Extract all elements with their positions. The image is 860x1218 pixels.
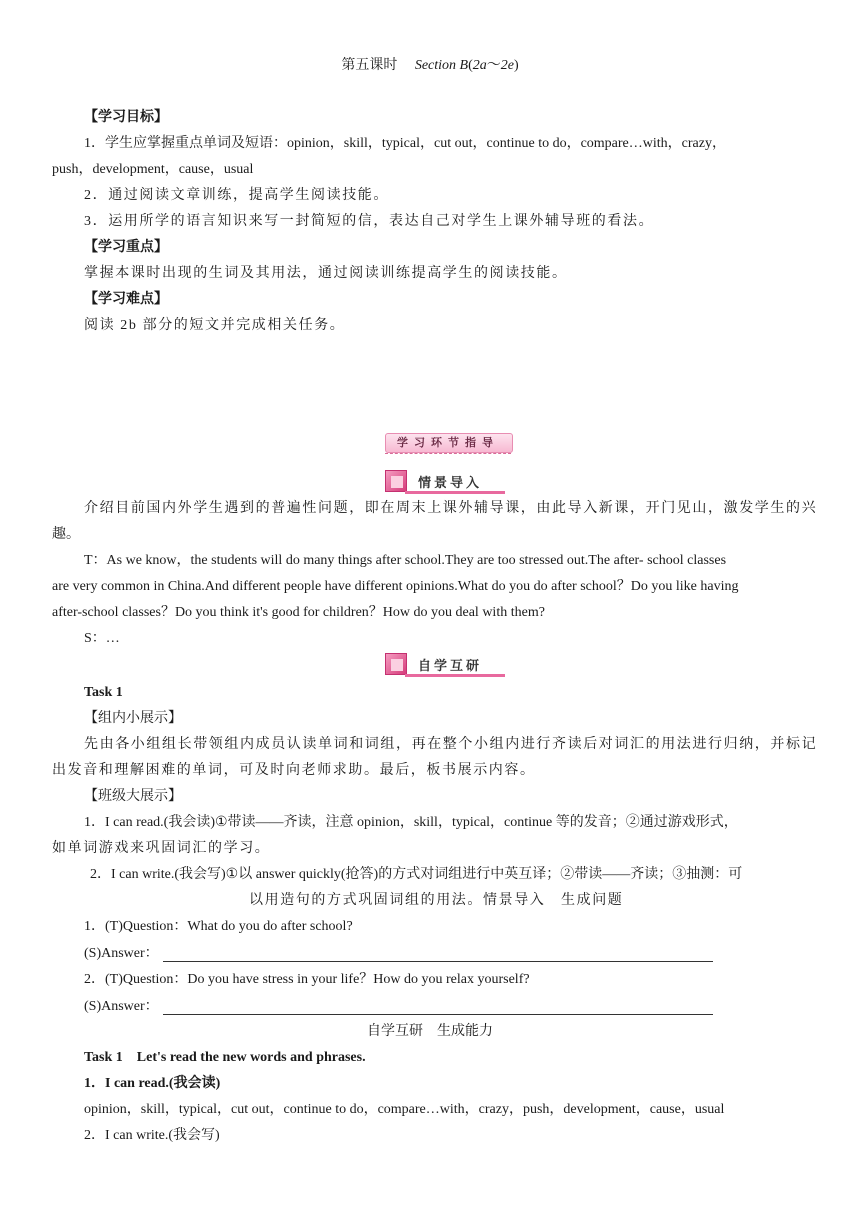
banner-dotted-rule — [385, 453, 511, 454]
title-tilde: ～ — [486, 58, 501, 73]
objective-3: 3．运用所学的语言知识来写一封简短的信，表达自己对学生上课外辅导班的看法。 — [84, 214, 655, 229]
title-paren-close: ) — [514, 58, 519, 73]
task1-label: Task 1 — [84, 685, 123, 700]
teacher-line1: T：As we know，the students will do many things after school.They are too stressed out.The after- school classes — [84, 553, 727, 568]
title-en-b: B — [459, 58, 469, 73]
question-2: 2．(T)Question：Do you have stress in your life？How do you relax yourself? — [84, 972, 530, 987]
student-line: S：… — [84, 631, 120, 646]
self-study-heading: 自学互研 — [418, 659, 483, 674]
guide-banner — [385, 431, 511, 455]
objective-1-line2: push，development，cause，usual — [52, 162, 254, 177]
intro-paragraph-line2: 趣。 — [52, 527, 80, 542]
objective-2: 2．通过阅读文章训练，提高学生阅读技能。 — [84, 188, 389, 203]
write-step-line1: 2．I can write.(我会写)①以 answer quickly(抢答)的方式对词组进行中英互译；②带读——齐读；③抽测：可 — [90, 867, 743, 882]
difficulties-heading: 【学习难点】 — [84, 292, 168, 307]
intro-heading: 情景导入 — [418, 476, 483, 491]
intro-paragraph-line1: 介绍目前国内外学生遇到的普遍性问题，即在周末上课外辅导课，由此导入新课，开门见山，激发学生的兴 — [84, 501, 818, 516]
teacher-line2: are very common in China.And different people have different opinions.What do you do after school？Do you like having — [52, 579, 739, 594]
group-show-line2: 出发音和理解困难的单词，可及时向老师求助。最后，板书展示内容。 — [52, 763, 536, 778]
answer-2-blank[interactable] — [163, 1014, 713, 1015]
group-show-line1: 先由各小组组长带领组内成员认读单词和词组，再在整个小组内进行齐读后对词汇的用法进行归纳，并标记 — [84, 737, 818, 752]
title-cn: 第五课时 — [341, 58, 398, 73]
objective-1-line1: 1．学生应掌握重点单词及短语：opinion，skill，typical，cut out，continue to do，compare…with，crazy， — [84, 136, 726, 151]
title-paren-open: ( — [468, 58, 473, 73]
difficulties-text: 阅读 2b 部分的短文并完成相关任务。 — [84, 318, 346, 333]
title-en-prefix: Section — [414, 58, 460, 73]
section-square-inner — [391, 659, 403, 671]
teacher-line3: after-school classes？Do you think it's good for children？How do you deal with them? — [52, 605, 545, 620]
read-step-line1: 1．I can read.(我会读)①带读——齐读，注意 opinion，skill，typical，continue 等的发音；②通过游戏形式， — [84, 815, 738, 830]
objectives-heading: 【学习目标】 — [84, 110, 168, 125]
ability-word-list: opinion，skill，typical，cut out，continue to do，compare…with，crazy，push，development，cause，usual — [84, 1102, 725, 1117]
ability-center-heading: 自学互研 生成能力 — [367, 1024, 493, 1039]
ability-read: 1．I can read.(我会读) — [84, 1076, 221, 1091]
group-show-heading: 【组内小展示】 — [84, 711, 182, 726]
section-underline — [405, 491, 505, 494]
answer-2-label: (S)Answer： — [84, 999, 159, 1014]
ability-write: 2．I can write.(我会写) — [84, 1128, 220, 1143]
key-points-text: 掌握本课时出现的生词及其用法，通过阅读训练提高学生的阅读技能。 — [84, 266, 568, 281]
title-range-end: 2e — [500, 58, 514, 73]
title-range-start: 2a — [472, 58, 487, 73]
guide-banner-label: 学习环节指导 — [397, 436, 499, 449]
answer-1-label: (S)Answer： — [84, 946, 159, 961]
read-step-line2: 如单词游戏来巩固词汇的学习。 — [52, 841, 271, 856]
section-underline — [405, 674, 505, 677]
answer-1-blank[interactable] — [163, 961, 713, 962]
page-title — [0, 56, 860, 76]
question-1: 1．(T)Question：What do you do after school? — [84, 919, 353, 934]
self-study-section-header — [385, 653, 505, 677]
write-step-line2: 以用造句的方式巩固词组的用法。情景导入 生成问题 — [249, 893, 624, 908]
key-points-heading: 【学习重点】 — [84, 240, 168, 255]
class-show-heading: 【班级大展示】 — [84, 789, 182, 804]
intro-section-header — [385, 470, 505, 494]
section-square-inner — [391, 476, 403, 488]
ability-task1: Task 1 Let's read the new words and phrases. — [84, 1050, 366, 1065]
